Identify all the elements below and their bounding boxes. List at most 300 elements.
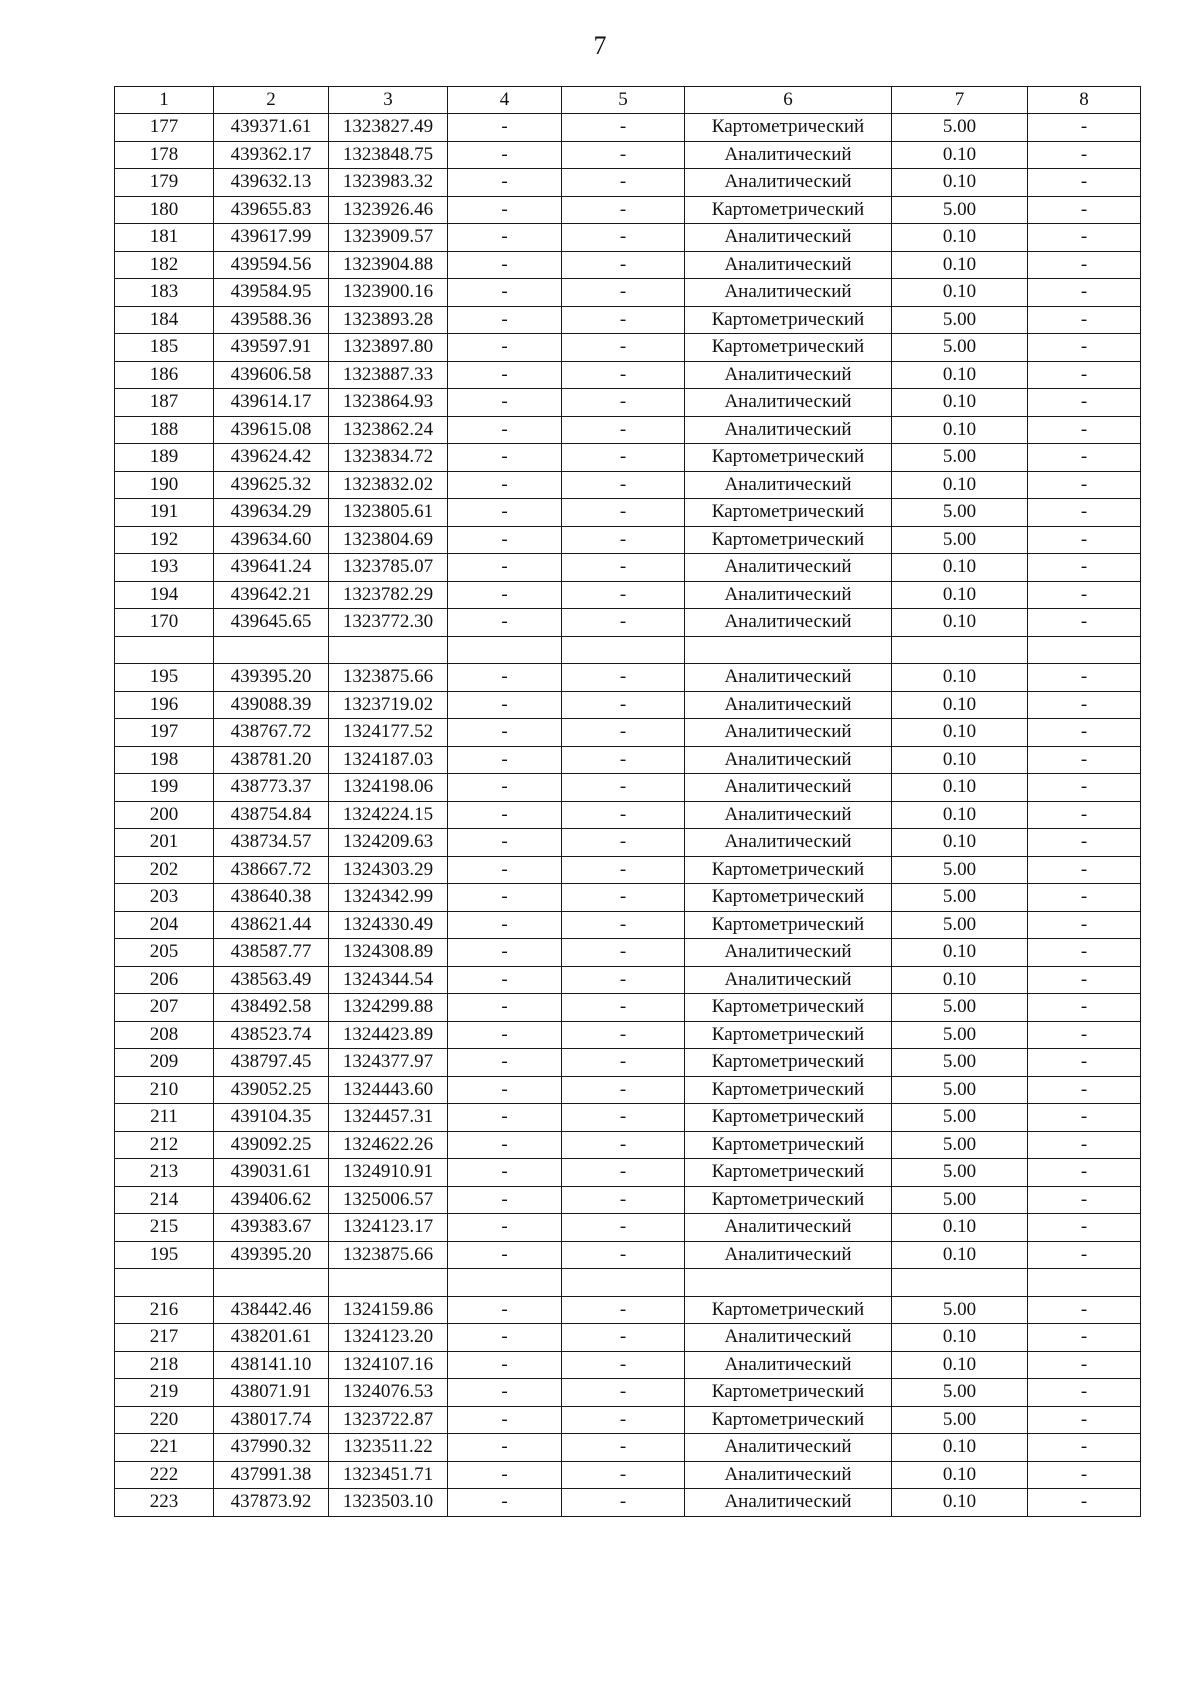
table-row xyxy=(115,966,1141,994)
cell-coordinate-y: 1324303.29 xyxy=(329,856,448,884)
cell-accuracy: 0.10 xyxy=(892,1214,1028,1242)
cell-point-number: 218 xyxy=(115,1351,214,1379)
cell-column-8: - xyxy=(1028,939,1141,967)
cell-column-8: - xyxy=(1028,774,1141,802)
cell-point-number: 185 xyxy=(115,334,214,362)
cell-column-8: - xyxy=(1028,169,1141,197)
cell-accuracy: 0.10 xyxy=(892,1461,1028,1489)
cell-point-number: 217 xyxy=(115,1324,214,1352)
table-row xyxy=(115,1131,1141,1159)
cell-column-5 xyxy=(562,1269,685,1297)
cell-accuracy: 0.10 xyxy=(892,966,1028,994)
cell-coordinate-x: 439597.91 xyxy=(214,334,329,362)
cell-accuracy: 0.10 xyxy=(892,581,1028,609)
cell-column-4: - xyxy=(448,691,562,719)
cell-coordinate-x: 439655.83 xyxy=(214,196,329,224)
cell-point-number: 200 xyxy=(115,801,214,829)
cell-point-number: 190 xyxy=(115,471,214,499)
cell-coordinate-y: 1323897.80 xyxy=(329,334,448,362)
table-row xyxy=(115,1489,1141,1517)
cell-column-5: - xyxy=(562,1021,685,1049)
cell-column-8: - xyxy=(1028,334,1141,362)
cell-column-8: - xyxy=(1028,884,1141,912)
cell-method: Аналитический xyxy=(685,1324,892,1352)
cell-column-8: - xyxy=(1028,801,1141,829)
header-cell: 2 xyxy=(214,87,329,114)
cell-column-5: - xyxy=(562,251,685,279)
cell-coordinate-y: 1323834.72 xyxy=(329,444,448,472)
cell-column-4: - xyxy=(448,334,562,362)
cell-coordinate-y: 1323503.10 xyxy=(329,1489,448,1517)
cell-accuracy: 0.10 xyxy=(892,691,1028,719)
cell-column-5: - xyxy=(562,1241,685,1269)
cell-accuracy: 0.10 xyxy=(892,664,1028,692)
cell-point-number: 204 xyxy=(115,911,214,939)
cell-point-number: 223 xyxy=(115,1489,214,1517)
cell-coordinate-x: 438017.74 xyxy=(214,1406,329,1434)
cell-coordinate-y: 1323772.30 xyxy=(329,609,448,637)
cell-coordinate-y: 1324177.52 xyxy=(329,719,448,747)
table-row xyxy=(115,416,1141,444)
table-row xyxy=(115,1076,1141,1104)
table-row xyxy=(115,691,1141,719)
cell-column-8: - xyxy=(1028,554,1141,582)
cell-column-5: - xyxy=(562,1434,685,1462)
cell-column-8: - xyxy=(1028,1324,1141,1352)
cell-accuracy: 5.00 xyxy=(892,334,1028,362)
cell-coordinate-x: 439634.29 xyxy=(214,499,329,527)
cell-point-number: 191 xyxy=(115,499,214,527)
cell-column-8: - xyxy=(1028,1434,1141,1462)
cell-column-5: - xyxy=(562,361,685,389)
cell-column-4: - xyxy=(448,389,562,417)
cell-method: Аналитический xyxy=(685,829,892,857)
cell-column-4: - xyxy=(448,224,562,252)
cell-coordinate-x: 439615.08 xyxy=(214,416,329,444)
cell-accuracy: 0.10 xyxy=(892,389,1028,417)
cell-column-5: - xyxy=(562,1131,685,1159)
cell-column-4 xyxy=(448,636,562,664)
cell-point-number: 192 xyxy=(115,526,214,554)
cell-accuracy: 0.10 xyxy=(892,609,1028,637)
cell-column-5: - xyxy=(562,1324,685,1352)
header-cell: 3 xyxy=(329,87,448,114)
cell-method: Аналитический xyxy=(685,746,892,774)
cell-column-5: - xyxy=(562,884,685,912)
cell-column-5: - xyxy=(562,609,685,637)
cell-column-8: - xyxy=(1028,1461,1141,1489)
cell-point-number: 188 xyxy=(115,416,214,444)
cell-coordinate-x: 439584.95 xyxy=(214,279,329,307)
cell-column-4: - xyxy=(448,1296,562,1324)
cell-accuracy: 0.10 xyxy=(892,554,1028,582)
cell-accuracy: 0.10 xyxy=(892,141,1028,169)
cell-coordinate-x: 438767.72 xyxy=(214,719,329,747)
table-row xyxy=(115,1434,1141,1462)
cell-method: Аналитический xyxy=(685,1351,892,1379)
cell-method: Аналитический xyxy=(685,581,892,609)
table-body xyxy=(115,114,1141,1517)
table-row xyxy=(115,499,1141,527)
cell-column-4: - xyxy=(448,609,562,637)
cell-method: Картометрический xyxy=(685,1406,892,1434)
cell-method: Аналитический xyxy=(685,719,892,747)
cell-coordinate-x: 439625.32 xyxy=(214,471,329,499)
cell-point-number: 220 xyxy=(115,1406,214,1434)
cell-column-8: - xyxy=(1028,1214,1141,1242)
cell-coordinate-y: 1323832.02 xyxy=(329,471,448,499)
cell-point-number: 212 xyxy=(115,1131,214,1159)
table-gap-row xyxy=(115,1269,1141,1297)
cell-column-8: - xyxy=(1028,224,1141,252)
cell-column-8: - xyxy=(1028,609,1141,637)
cell-column-4: - xyxy=(448,471,562,499)
cell-column-5 xyxy=(562,636,685,664)
cell-column-4: - xyxy=(448,169,562,197)
cell-column-4: - xyxy=(448,1186,562,1214)
header-cell: 5 xyxy=(562,87,685,114)
cell-column-4: - xyxy=(448,1324,562,1352)
cell-column-5: - xyxy=(562,114,685,142)
cell-coordinate-y: 1324076.53 xyxy=(329,1379,448,1407)
table-row xyxy=(115,526,1141,554)
cell-coordinate-x: 439104.35 xyxy=(214,1104,329,1132)
cell-point-number: 196 xyxy=(115,691,214,719)
cell-accuracy: 5.00 xyxy=(892,994,1028,1022)
cell-coordinate-x: 439642.21 xyxy=(214,581,329,609)
cell-accuracy xyxy=(892,636,1028,664)
cell-column-5: - xyxy=(562,306,685,334)
cell-method: Аналитический xyxy=(685,664,892,692)
cell-column-4: - xyxy=(448,1434,562,1462)
cell-column-8: - xyxy=(1028,361,1141,389)
cell-coordinate-x: 439395.20 xyxy=(214,1241,329,1269)
cell-column-5: - xyxy=(562,581,685,609)
cell-method: Аналитический xyxy=(685,1461,892,1489)
cell-point-number: 206 xyxy=(115,966,214,994)
cell-accuracy: 0.10 xyxy=(892,719,1028,747)
cell-point-number: 184 xyxy=(115,306,214,334)
cell-method xyxy=(685,1269,892,1297)
cell-method: Аналитический xyxy=(685,1434,892,1462)
cell-method: Аналитический xyxy=(685,169,892,197)
coordinates-table xyxy=(114,86,1141,1517)
cell-method: Картометрический xyxy=(685,1186,892,1214)
cell-accuracy: 0.10 xyxy=(892,746,1028,774)
cell-point-number: 170 xyxy=(115,609,214,637)
cell-accuracy: 5.00 xyxy=(892,1379,1028,1407)
cell-coordinate-y: 1324457.31 xyxy=(329,1104,448,1132)
cell-coordinate-x: 438563.49 xyxy=(214,966,329,994)
cell-column-4: - xyxy=(448,774,562,802)
cell-point-number: 202 xyxy=(115,856,214,884)
cell-coordinate-x: 438667.72 xyxy=(214,856,329,884)
cell-method: Картометрический xyxy=(685,1049,892,1077)
cell-column-5: - xyxy=(562,196,685,224)
cell-coordinate-x: 438773.37 xyxy=(214,774,329,802)
table-row xyxy=(115,334,1141,362)
cell-point-number: 195 xyxy=(115,664,214,692)
cell-column-8: - xyxy=(1028,1241,1141,1269)
cell-column-8: - xyxy=(1028,1296,1141,1324)
cell-point-number: 197 xyxy=(115,719,214,747)
cell-accuracy: 5.00 xyxy=(892,499,1028,527)
header-cell: 6 xyxy=(685,87,892,114)
cell-method: Аналитический xyxy=(685,691,892,719)
cell-coordinate-y: 1323722.87 xyxy=(329,1406,448,1434)
cell-coordinate-y: 1325006.57 xyxy=(329,1186,448,1214)
cell-column-4: - xyxy=(448,581,562,609)
cell-coordinate-x: 439088.39 xyxy=(214,691,329,719)
cell-coordinate-y: 1324198.06 xyxy=(329,774,448,802)
cell-accuracy: 5.00 xyxy=(892,884,1028,912)
cell-point-number: 208 xyxy=(115,1021,214,1049)
cell-method: Картометрический xyxy=(685,499,892,527)
cell-column-8: - xyxy=(1028,444,1141,472)
cell-accuracy: 0.10 xyxy=(892,471,1028,499)
cell-column-5: - xyxy=(562,554,685,582)
cell-column-8: - xyxy=(1028,279,1141,307)
cell-method: Аналитический xyxy=(685,389,892,417)
cell-point-number: 205 xyxy=(115,939,214,967)
cell-point-number: 214 xyxy=(115,1186,214,1214)
cell-point-number: 179 xyxy=(115,169,214,197)
cell-column-4: - xyxy=(448,966,562,994)
cell-point-number: 201 xyxy=(115,829,214,857)
cell-column-8: - xyxy=(1028,141,1141,169)
cell-coordinate-y: 1323451.71 xyxy=(329,1461,448,1489)
table-row xyxy=(115,581,1141,609)
cell-point-number: 198 xyxy=(115,746,214,774)
cell-coordinate-y: 1324910.91 xyxy=(329,1159,448,1187)
cell-column-5: - xyxy=(562,719,685,747)
cell-column-5: - xyxy=(562,1379,685,1407)
cell-coordinate-y: 1323785.07 xyxy=(329,554,448,582)
cell-column-4: - xyxy=(448,1214,562,1242)
cell-accuracy: 0.10 xyxy=(892,279,1028,307)
table-row xyxy=(115,829,1141,857)
cell-column-4: - xyxy=(448,361,562,389)
cell-column-4: - xyxy=(448,251,562,279)
cell-coordinate-y: 1323862.24 xyxy=(329,416,448,444)
cell-accuracy xyxy=(892,1269,1028,1297)
cell-accuracy: 0.10 xyxy=(892,1434,1028,1462)
cell-coordinate-x: 439594.56 xyxy=(214,251,329,279)
table-row xyxy=(115,664,1141,692)
cell-coordinate-y: 1323782.29 xyxy=(329,581,448,609)
cell-point-number: 181 xyxy=(115,224,214,252)
cell-column-5: - xyxy=(562,801,685,829)
cell-column-5: - xyxy=(562,1076,685,1104)
cell-column-8: - xyxy=(1028,416,1141,444)
cell-method: Аналитический xyxy=(685,279,892,307)
cell-coordinate-y: 1323827.49 xyxy=(329,114,448,142)
table-row xyxy=(115,554,1141,582)
cell-coordinate-x: 438492.58 xyxy=(214,994,329,1022)
cell-method: Картометрический xyxy=(685,444,892,472)
cell-column-8: - xyxy=(1028,196,1141,224)
cell-point-number: 194 xyxy=(115,581,214,609)
table-row xyxy=(115,444,1141,472)
cell-coordinate-x: 439606.58 xyxy=(214,361,329,389)
cell-column-4: - xyxy=(448,1021,562,1049)
cell-coordinate-x: 439641.24 xyxy=(214,554,329,582)
cell-point-number: 199 xyxy=(115,774,214,802)
cell-column-4: - xyxy=(448,1489,562,1517)
table-row xyxy=(115,141,1141,169)
cell-method: Аналитический xyxy=(685,939,892,967)
cell-accuracy: 0.10 xyxy=(892,801,1028,829)
cell-coordinate-y: 1324159.86 xyxy=(329,1296,448,1324)
cell-accuracy: 0.10 xyxy=(892,1241,1028,1269)
cell-column-8: - xyxy=(1028,114,1141,142)
cell-accuracy: 0.10 xyxy=(892,416,1028,444)
cell-method: Картометрический xyxy=(685,911,892,939)
cell-column-8: - xyxy=(1028,856,1141,884)
cell-coordinate-x: 438734.57 xyxy=(214,829,329,857)
cell-coordinate-x: 439031.61 xyxy=(214,1159,329,1187)
cell-method: Картометрический xyxy=(685,1379,892,1407)
cell-column-4: - xyxy=(448,801,562,829)
cell-point-number: 177 xyxy=(115,114,214,142)
table-row xyxy=(115,1159,1141,1187)
table-gap-row xyxy=(115,636,1141,664)
cell-coordinate-y: 1324299.88 xyxy=(329,994,448,1022)
table-row xyxy=(115,251,1141,279)
header-row xyxy=(115,87,1141,114)
cell-accuracy: 5.00 xyxy=(892,1186,1028,1214)
cell-coordinate-x: 439362.17 xyxy=(214,141,329,169)
cell-coordinate-x xyxy=(214,636,329,664)
cell-coordinate-x: 438797.45 xyxy=(214,1049,329,1077)
cell-column-8: - xyxy=(1028,1104,1141,1132)
cell-coordinate-y: 1323805.61 xyxy=(329,499,448,527)
cell-method: Аналитический xyxy=(685,774,892,802)
table-row xyxy=(115,856,1141,884)
cell-column-8: - xyxy=(1028,581,1141,609)
table-row xyxy=(115,389,1141,417)
header-cell: 7 xyxy=(892,87,1028,114)
cell-method: Аналитический xyxy=(685,1214,892,1242)
cell-column-8: - xyxy=(1028,664,1141,692)
cell-coordinate-y: 1323875.66 xyxy=(329,664,448,692)
cell-point-number: 221 xyxy=(115,1434,214,1462)
table-row xyxy=(115,774,1141,802)
cell-column-5: - xyxy=(562,389,685,417)
cell-column-5: - xyxy=(562,746,685,774)
header-cell: 1 xyxy=(115,87,214,114)
cell-coordinate-y: 1324423.89 xyxy=(329,1021,448,1049)
cell-accuracy: 5.00 xyxy=(892,1296,1028,1324)
cell-column-5: - xyxy=(562,526,685,554)
cell-column-5: - xyxy=(562,279,685,307)
cell-column-5: - xyxy=(562,169,685,197)
cell-column-8: - xyxy=(1028,1186,1141,1214)
cell-column-8: - xyxy=(1028,829,1141,857)
cell-column-4: - xyxy=(448,664,562,692)
cell-column-5: - xyxy=(562,1489,685,1517)
cell-column-8: - xyxy=(1028,691,1141,719)
table-row xyxy=(115,471,1141,499)
cell-column-8: - xyxy=(1028,251,1141,279)
cell-accuracy: 0.10 xyxy=(892,169,1028,197)
cell-method: Картометрический xyxy=(685,1296,892,1324)
cell-method: Аналитический xyxy=(685,416,892,444)
cell-method: Картометрический xyxy=(685,1076,892,1104)
cell-coordinate-x: 439406.62 xyxy=(214,1186,329,1214)
cell-accuracy: 0.10 xyxy=(892,1489,1028,1517)
table-row xyxy=(115,719,1141,747)
cell-coordinate-y: 1324123.17 xyxy=(329,1214,448,1242)
cell-method: Аналитический xyxy=(685,801,892,829)
cell-coordinate-y: 1324209.63 xyxy=(329,829,448,857)
cell-column-4: - xyxy=(448,444,562,472)
cell-coordinate-y: 1324224.15 xyxy=(329,801,448,829)
cell-method: Картометрический xyxy=(685,856,892,884)
table-row xyxy=(115,1406,1141,1434)
cell-method: Картометрический xyxy=(685,114,892,142)
cell-column-4: - xyxy=(448,141,562,169)
cell-column-5: - xyxy=(562,829,685,857)
cell-method: Картометрический xyxy=(685,1021,892,1049)
cell-accuracy: 5.00 xyxy=(892,1406,1028,1434)
cell-coordinate-y: 1323900.16 xyxy=(329,279,448,307)
cell-coordinate-y: 1324308.89 xyxy=(329,939,448,967)
cell-method: Аналитический xyxy=(685,554,892,582)
cell-coordinate-y xyxy=(329,1269,448,1297)
cell-column-4: - xyxy=(448,1351,562,1379)
cell-coordinate-x: 438442.46 xyxy=(214,1296,329,1324)
cell-column-4: - xyxy=(448,526,562,554)
table-row xyxy=(115,1379,1141,1407)
cell-coordinate-y: 1324443.60 xyxy=(329,1076,448,1104)
cell-column-8 xyxy=(1028,636,1141,664)
cell-column-4: - xyxy=(448,911,562,939)
cell-method: Аналитический xyxy=(685,251,892,279)
table-row xyxy=(115,884,1141,912)
cell-coordinate-x: 437990.32 xyxy=(214,1434,329,1462)
cell-point-number: 219 xyxy=(115,1379,214,1407)
cell-point-number: 211 xyxy=(115,1104,214,1132)
cell-method: Картометрический xyxy=(685,334,892,362)
cell-column-4: - xyxy=(448,1241,562,1269)
cell-column-4: - xyxy=(448,1159,562,1187)
table-header xyxy=(115,87,1141,114)
cell-point-number: 187 xyxy=(115,389,214,417)
cell-accuracy: 5.00 xyxy=(892,911,1028,939)
cell-point-number: 210 xyxy=(115,1076,214,1104)
cell-coordinate-y: 1323511.22 xyxy=(329,1434,448,1462)
cell-method: Картометрический xyxy=(685,1159,892,1187)
cell-column-4: - xyxy=(448,939,562,967)
cell-point-number: 195 xyxy=(115,1241,214,1269)
cell-method: Картометрический xyxy=(685,884,892,912)
table-row xyxy=(115,1351,1141,1379)
cell-coordinate-x: 439383.67 xyxy=(214,1214,329,1242)
cell-point-number: 216 xyxy=(115,1296,214,1324)
table-row xyxy=(115,1214,1141,1242)
cell-column-8: - xyxy=(1028,911,1141,939)
header-cell: 8 xyxy=(1028,87,1141,114)
cell-accuracy: 5.00 xyxy=(892,196,1028,224)
cell-coordinate-y: 1324377.97 xyxy=(329,1049,448,1077)
table-row xyxy=(115,169,1141,197)
cell-column-8: - xyxy=(1028,994,1141,1022)
cell-column-8: - xyxy=(1028,1489,1141,1517)
cell-column-5: - xyxy=(562,1214,685,1242)
cell-column-5: - xyxy=(562,994,685,1022)
cell-accuracy: 0.10 xyxy=(892,251,1028,279)
